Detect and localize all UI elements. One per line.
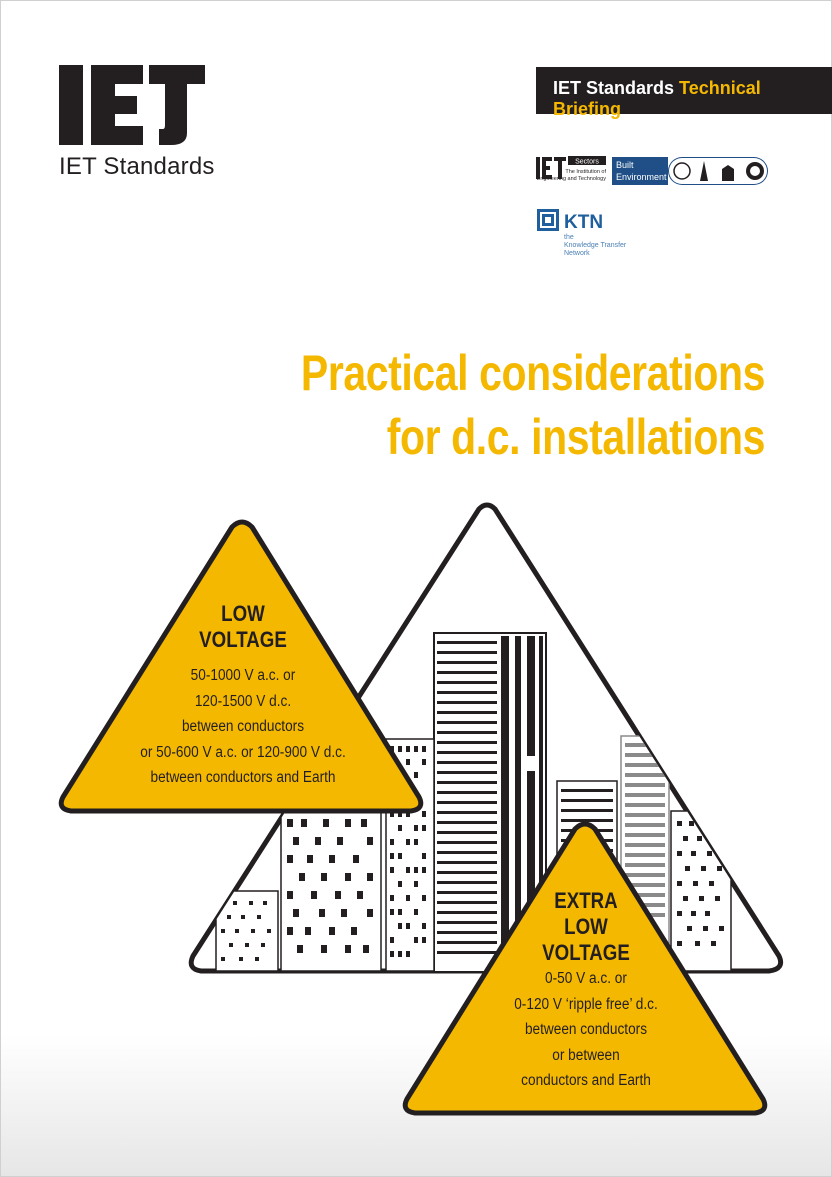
page-title xyxy=(199,341,765,469)
briefing-accent: Technical Briefing xyxy=(553,78,761,119)
institution-line1: The Institution of xyxy=(565,169,606,175)
lv-heading-line1: LOW xyxy=(221,601,265,626)
lv-heading-line2: VOLTAGE xyxy=(199,627,287,652)
low-voltage-label xyxy=(111,601,375,791)
title-line1: Practical considerations xyxy=(300,345,765,401)
elv-heading-line2: LOW xyxy=(564,914,608,939)
sectors-label: Sectors xyxy=(575,158,599,166)
ktn-tag-line3: Network xyxy=(564,250,590,257)
lv-line: between conductors xyxy=(181,718,305,735)
technical-briefing-bar xyxy=(536,67,832,119)
iet-logo xyxy=(59,63,219,181)
built-line2: Environment xyxy=(616,172,667,182)
sectors-built-environment-logo xyxy=(536,155,772,189)
lv-line: or 50-600 V a.c. or 120-900 V d.c. xyxy=(140,743,346,761)
logo-caption: IET Standards xyxy=(59,153,215,180)
lv-line: between conductors and Earth xyxy=(150,769,336,786)
briefing-prefix: IET Standards xyxy=(553,78,675,98)
elv-line: between conductors xyxy=(524,1021,648,1038)
title-line2: for d.c. installations xyxy=(386,409,765,465)
elv-line: 0-50 V a.c. or xyxy=(545,970,627,987)
lv-line: 50-1000 V a.c. or xyxy=(190,667,296,684)
elv-line: 0-120 V ‘ripple free’ d.c. xyxy=(514,995,658,1013)
extra-low-voltage-label xyxy=(456,888,716,1094)
institution-line2: Engineering and Technology xyxy=(536,176,606,182)
elv-line: or between xyxy=(552,1046,620,1064)
elv-heading-line1: EXTRA xyxy=(554,888,618,913)
built-line1: Built xyxy=(616,160,634,170)
ktn-logo xyxy=(537,208,647,258)
ktn-name: KTN xyxy=(564,212,604,233)
ktn-tag-line1: the xyxy=(564,234,574,241)
ktn-tag-line2: Knowledge Transfer xyxy=(564,242,627,249)
elv-line: conductors and Earth xyxy=(521,1072,651,1089)
elv-heading-line3: VOLTAGE xyxy=(542,940,630,965)
iet-logo-mark xyxy=(59,63,205,147)
lv-line: 120-1500 V d.c. xyxy=(194,692,292,710)
